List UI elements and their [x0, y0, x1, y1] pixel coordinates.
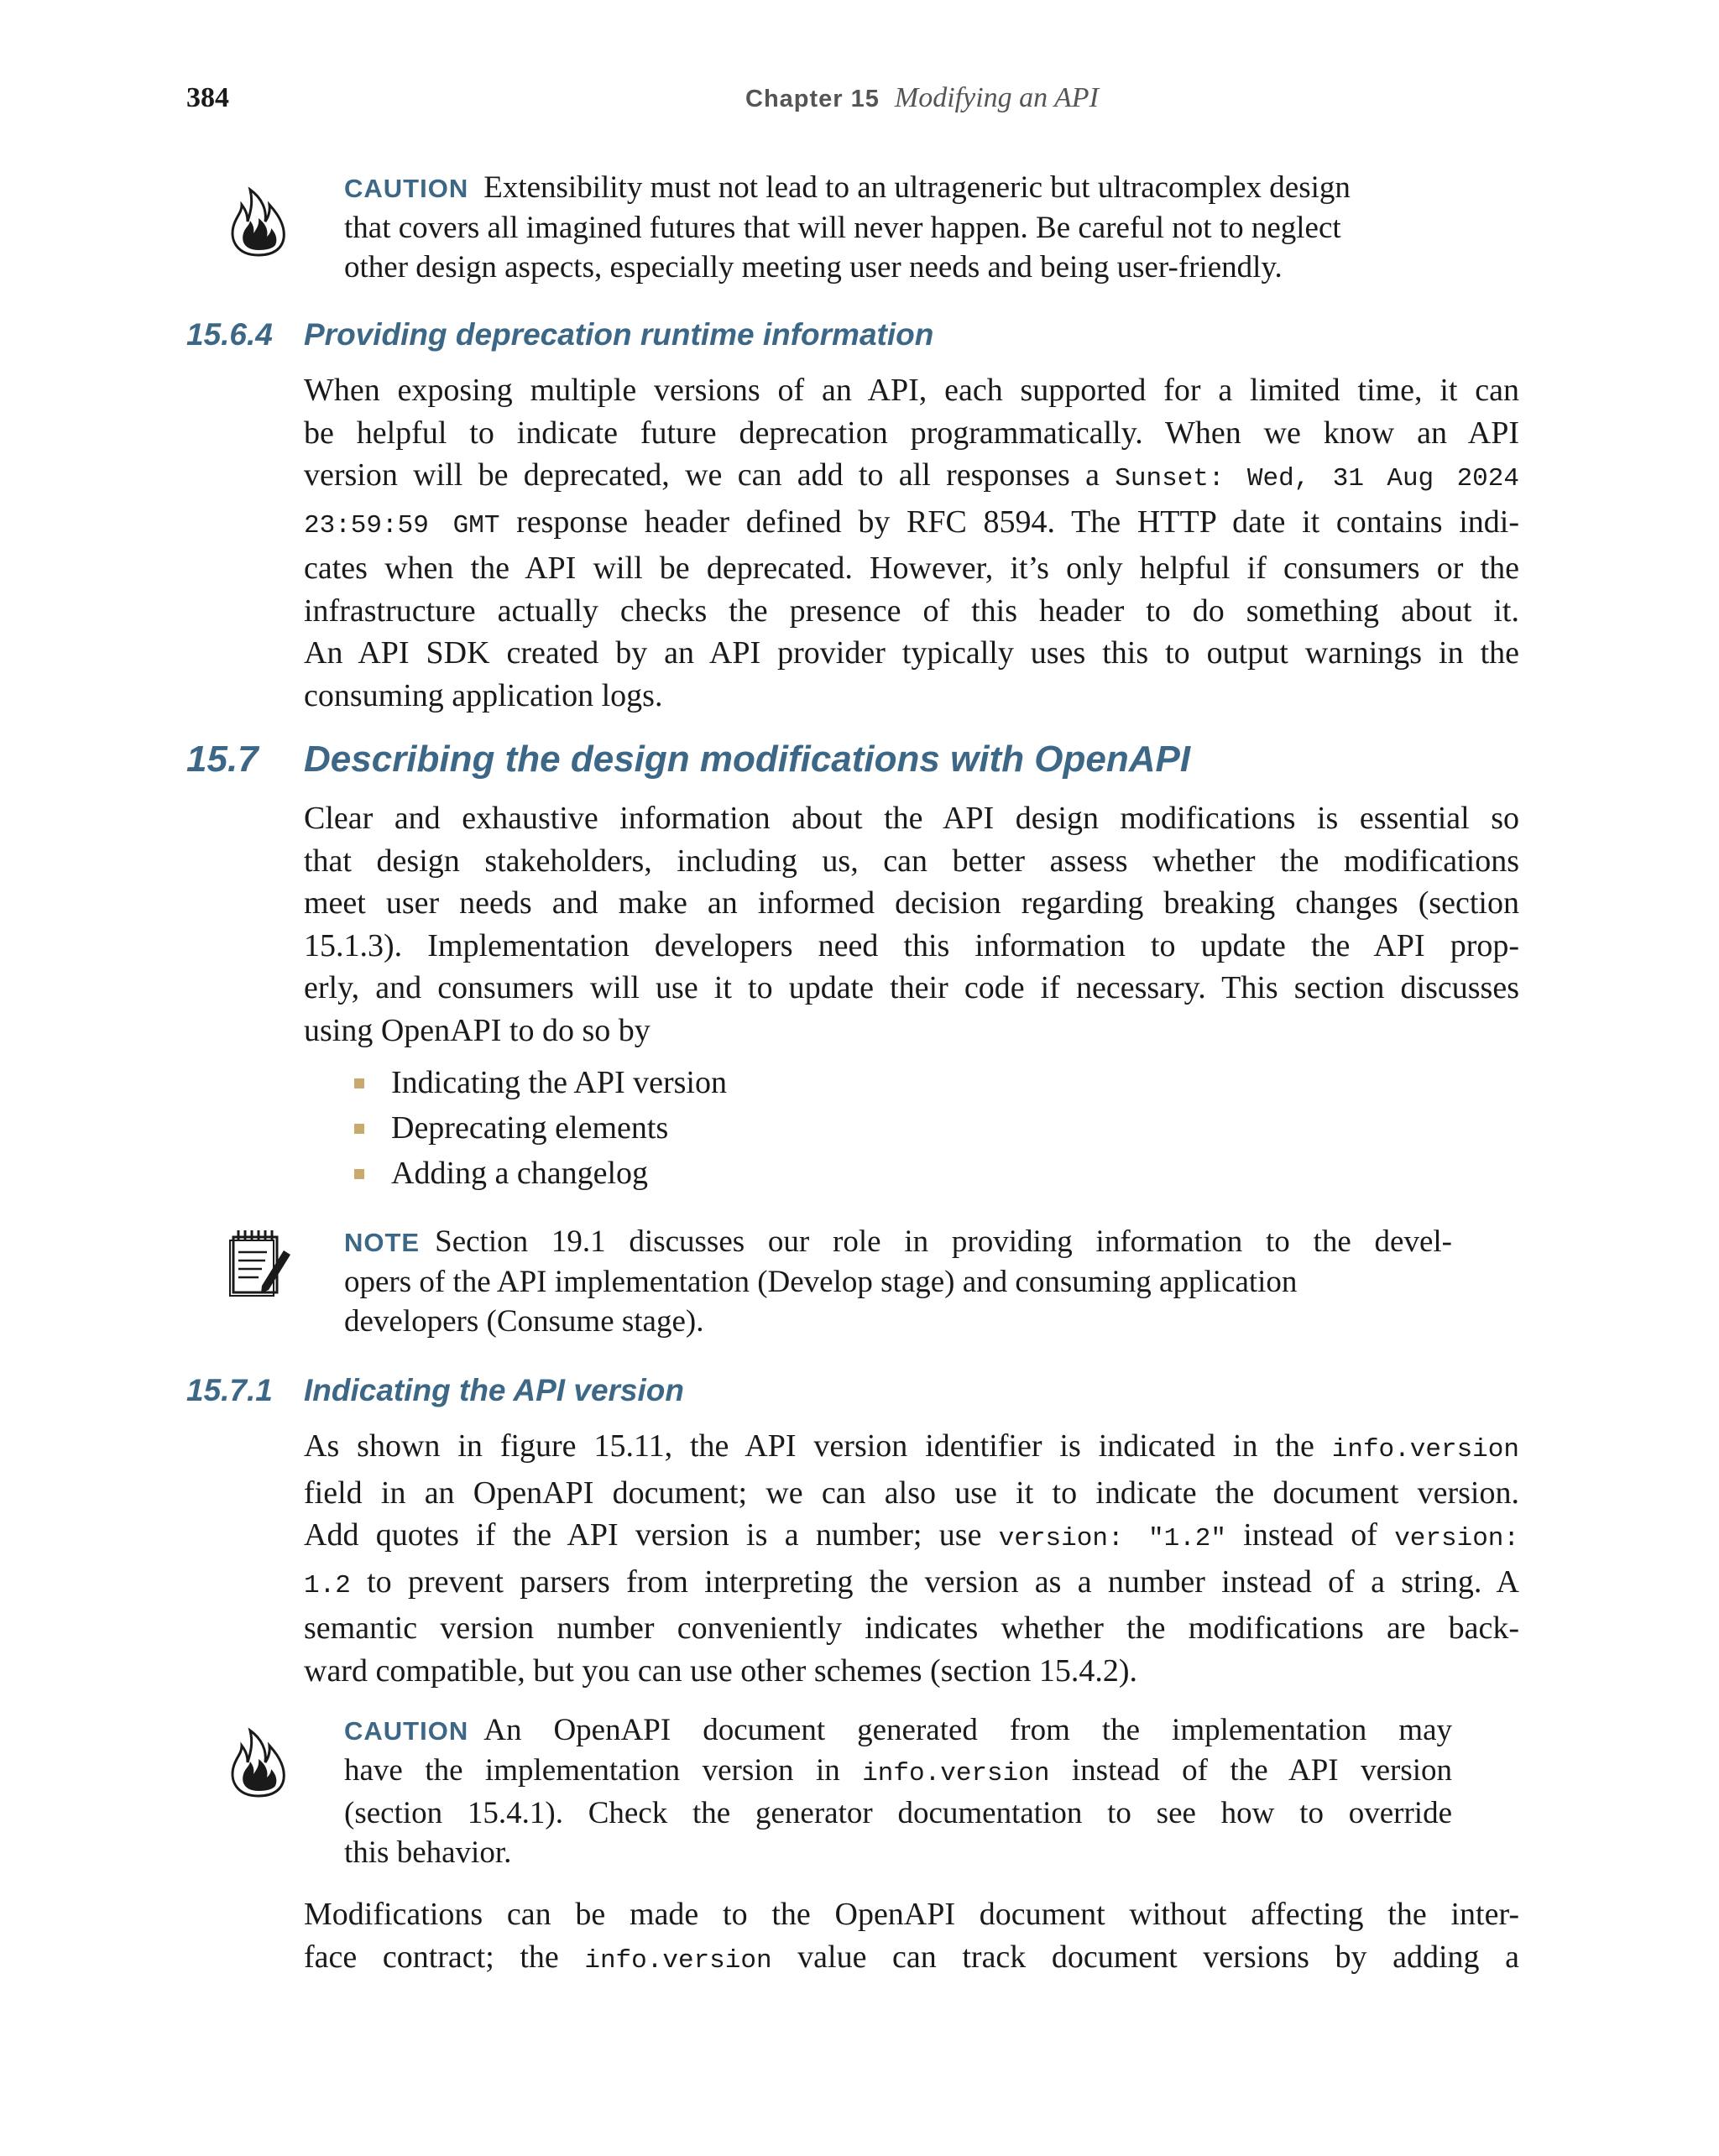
callout-text: other design aspects, especially meeting user needs and being user-friendly.	[344, 250, 1283, 285]
text-line: to prevent parsers from interpreting the version as a number instead of a string. A	[350, 1563, 1519, 1600]
paragraph-document-versions	[304, 1893, 1519, 1982]
chapter-label: Chapter 15	[745, 86, 880, 112]
caution-tag: CAUTION	[344, 1716, 469, 1746]
paragraph-deprecation	[304, 369, 1519, 717]
page-number: 384	[186, 82, 229, 113]
section-heading-15-7-1	[186, 1373, 684, 1408]
callout-text: Section 19.1 discusses our role in providing information to the devel-	[435, 1224, 1452, 1259]
callout-text: An OpenAPI document generated from the implementation may	[483, 1713, 1452, 1747]
text-line: version will be deprecated, we can add to all responses a	[304, 457, 1116, 493]
caution-callout	[344, 168, 1452, 287]
text-line: face contract; the	[304, 1939, 585, 1975]
code-inline: info.version	[862, 1759, 1050, 1788]
callout-text: this behavior.	[344, 1835, 512, 1870]
note-callout	[344, 1222, 1452, 1341]
section-number: 15.6.4	[186, 317, 273, 352]
code-inline: version:	[1394, 1524, 1520, 1553]
text-line: Clear and exhaustive information about the API design modifications is essential so	[304, 801, 1519, 836]
list-item: Deprecating elements	[304, 1105, 1311, 1151]
text-line: that design stakeholders, including us, can better assess whether the modifications	[304, 843, 1519, 879]
text-line: response header defined by RFC 8594. The HTTP date it contains indi-	[499, 504, 1519, 540]
text-line: Add quotes if the API version is a number; use	[304, 1517, 999, 1553]
text-line: An API SDK created by an API provider typically uses this to output warnings in the	[304, 635, 1519, 671]
callout-text: that covers all imagined futures that will never happen. Be careful not to neglect	[344, 211, 1341, 245]
text-line: using OpenAPI to do so by	[304, 1012, 651, 1048]
text-line: semantic version number conveniently indicates whether the modifications are back-	[304, 1610, 1519, 1646]
section-number: 15.7	[186, 739, 259, 780]
paragraph-openapi-modifications	[304, 797, 1519, 1052]
note-tag: NOTE	[344, 1228, 421, 1257]
section-title: Indicating the API version	[304, 1373, 684, 1407]
chapter-title: Modifying an API	[894, 82, 1099, 113]
code-inline: 23:59:59 GMT	[304, 510, 500, 540]
flame-icon	[225, 1717, 292, 1801]
caution-tag: CAUTION	[344, 174, 469, 203]
flame-icon	[225, 176, 292, 260]
callout-text: (section 15.4.1). Check the generator documentation to see how to override	[344, 1796, 1452, 1830]
bullet-list	[304, 1060, 1311, 1196]
text-line: value can track document versions by adding a	[771, 1939, 1519, 1975]
text-line: field in an OpenAPI document; we can also use it to indicate the document version.	[304, 1475, 1519, 1511]
code-inline: version: "1.2"	[998, 1524, 1226, 1553]
text-line: consuming application logs.	[304, 677, 663, 713]
code-inline: Sunset: Wed, 31 Aug 2024	[1115, 464, 1519, 493]
text-line: cates when the API will be deprecated. However, it’s only helpful if consumers or the	[304, 551, 1519, 586]
running-head	[745, 82, 1099, 114]
code-inline: 1.2	[304, 1570, 351, 1600]
section-number: 15.7.1	[186, 1373, 273, 1407]
callout-text: have the implementation version in	[344, 1753, 863, 1788]
list-item: Indicating the API version	[304, 1060, 1311, 1105]
text-line: erly, and consumers will use it to update their code if necessary. This section discusses	[304, 970, 1519, 1005]
section-heading-15-7	[186, 739, 1190, 780]
code-inline: info.version	[1331, 1435, 1519, 1464]
text-line: As shown in figure 15.11, the API version identifier is indicated in the	[304, 1428, 1332, 1464]
text-line: When exposing multiple versions of an API, each supported for a limited time, it can	[304, 373, 1519, 408]
section-title: Describing the design modifications with OpenAPI	[304, 739, 1191, 780]
callout-text: Extensibility must not lead to an ultrageneric but ultracomplex design	[483, 170, 1351, 205]
callout-text: instead of the API version	[1049, 1753, 1452, 1788]
text-line: 15.1.3). Implementation developers need this information to update the API prop-	[304, 927, 1519, 963]
text-line: be helpful to indicate future deprecation programmatically. When we know an API	[304, 415, 1519, 451]
paragraph-api-version	[304, 1425, 1519, 1692]
callout-text: opers of the API implementation (Develop stage) and consuming application	[344, 1265, 1298, 1299]
text-line: ward compatible, but you can use other schemes (section 15.4.2).	[304, 1652, 1137, 1689]
text-line: infrastructure actually checks the presence of this header to do something about it.	[304, 593, 1519, 629]
caution-callout	[344, 1710, 1452, 1872]
list-item: Adding a changelog	[304, 1151, 1311, 1196]
section-title: Providing deprecation runtime information	[304, 317, 934, 352]
text-line: Modifications can be made to the OpenAPI document without affecting the inter-	[304, 1897, 1519, 1932]
callout-text: developers (Consume stage).	[344, 1304, 704, 1339]
text-line: meet user needs and make an informed decision regarding breaking changes (section	[304, 885, 1519, 921]
notepad-icon	[225, 1224, 292, 1308]
code-inline: info.version	[584, 1945, 772, 1976]
text-line: instead of	[1226, 1517, 1395, 1553]
section-heading-15-6-4	[186, 317, 933, 352]
